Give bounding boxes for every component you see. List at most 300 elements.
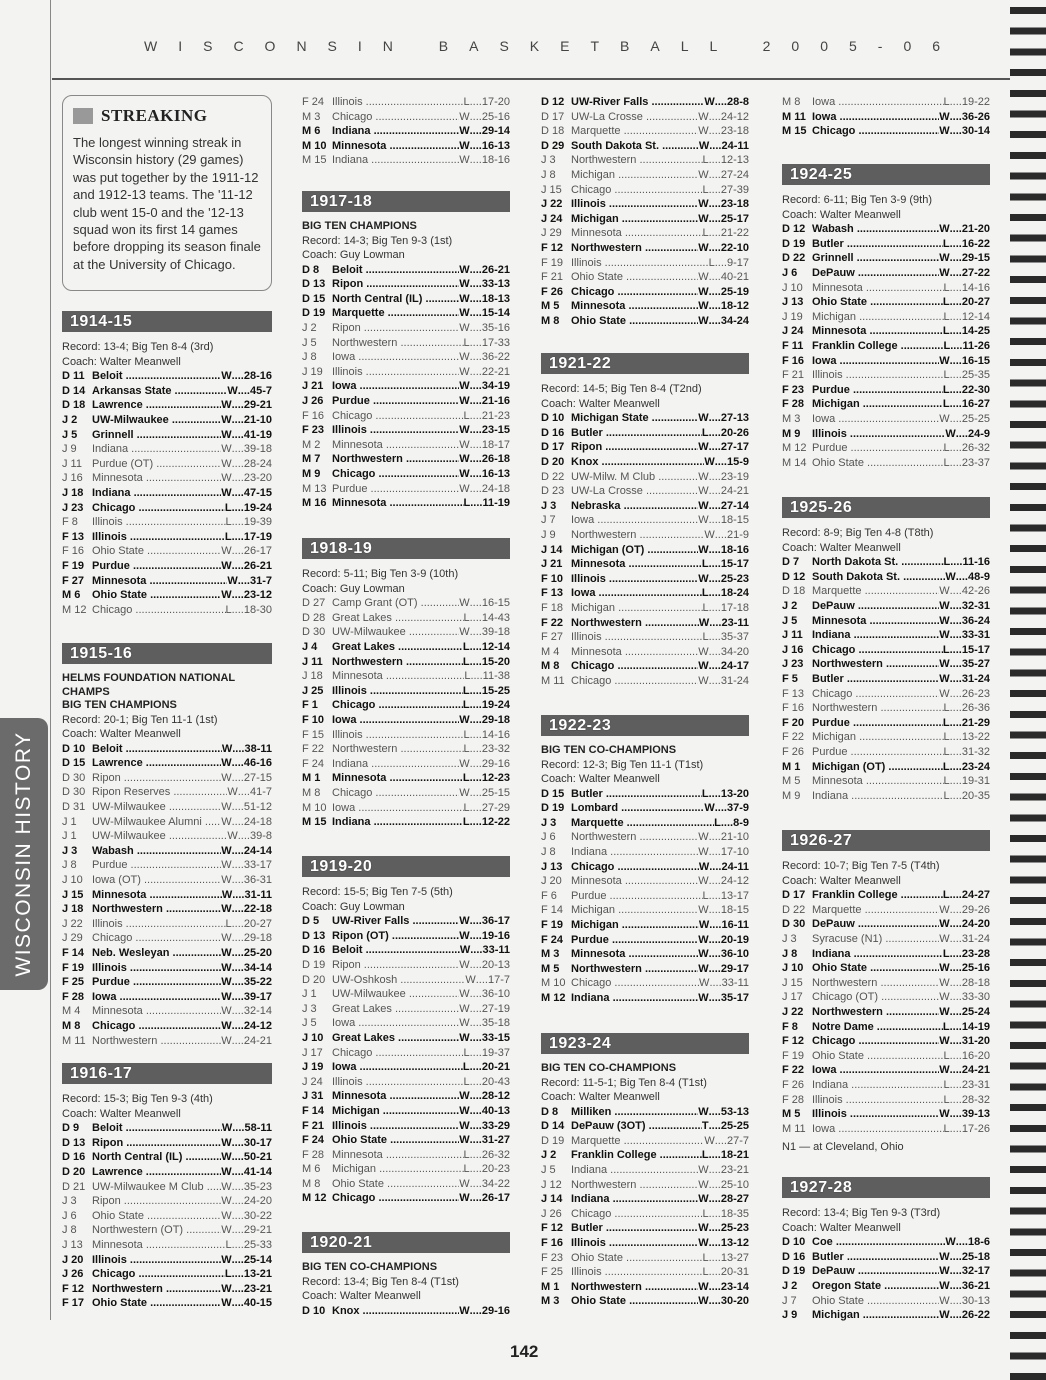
game-dots: .... bbox=[237, 786, 250, 799]
game-score: 18-30 bbox=[243, 603, 272, 616]
game-opponent: UW-Oshkosh ..... bbox=[332, 973, 465, 988]
game-date: J 3 bbox=[541, 499, 557, 512]
season-coach: Coach: Guy Lowman bbox=[302, 249, 405, 262]
season-record: Record: 5-11; Big Ten 3-9 (10th) bbox=[302, 568, 459, 580]
game-row bbox=[62, 902, 272, 917]
game-date: J 10 bbox=[782, 962, 804, 975]
game-result: L bbox=[943, 1078, 950, 1091]
game-date: D 19 bbox=[302, 958, 326, 971]
game-opponent: Minnesota ..... bbox=[332, 496, 464, 511]
game-score: 13-12 bbox=[720, 1237, 749, 1250]
game-score: 24-18 bbox=[243, 815, 272, 828]
game-dots: .... bbox=[469, 263, 482, 276]
game-row bbox=[302, 350, 510, 365]
game-dots: .... bbox=[714, 528, 727, 541]
game-row bbox=[302, 669, 510, 684]
game-dots: .... bbox=[469, 1119, 482, 1132]
game-result: L bbox=[943, 456, 950, 469]
game-opponent: UW-Milw. M Club ..... bbox=[571, 470, 698, 485]
game-score: 26-18 bbox=[481, 453, 510, 466]
game-opponent: Illinois ..... bbox=[812, 368, 944, 383]
game-score: 35-22 bbox=[243, 976, 272, 989]
game-dots: .... bbox=[231, 399, 244, 412]
game-date: J 3 bbox=[541, 816, 557, 829]
game-score: 27-22 bbox=[961, 266, 990, 279]
game-opponent: UW-River Falls ..... bbox=[571, 95, 704, 110]
game-score: 16-27 bbox=[961, 398, 990, 411]
game-row bbox=[541, 976, 749, 991]
game-dots: .... bbox=[949, 237, 962, 250]
game-row bbox=[302, 336, 510, 351]
game-date: F 26 bbox=[782, 745, 805, 758]
game-row bbox=[62, 486, 272, 501]
game-result: W bbox=[459, 292, 470, 305]
game-score: 29-18 bbox=[243, 932, 272, 945]
game-result: W bbox=[698, 412, 709, 425]
game-dots: .... bbox=[949, 716, 962, 729]
game-dots: .... bbox=[949, 629, 962, 642]
game-opponent: Ripon ..... bbox=[92, 1136, 221, 1151]
game-dots: .... bbox=[231, 1253, 244, 1266]
game-opponent: Iowa ..... bbox=[812, 1122, 944, 1137]
game-result: L bbox=[942, 383, 950, 396]
game-row bbox=[541, 484, 749, 499]
game-date: M 3 bbox=[541, 1295, 560, 1308]
game-score: 36-10 bbox=[481, 988, 510, 1001]
game-row bbox=[541, 226, 749, 241]
season-record: Record: 14-5; Big Ten 8-4 (T2nd) bbox=[541, 383, 702, 395]
game-result: W bbox=[939, 1250, 950, 1263]
game-result: W bbox=[939, 614, 950, 627]
season-record: Record: 15-3; Big Ten 9-3 (4th) bbox=[62, 1093, 213, 1105]
game-opponent: Marquette ..... bbox=[332, 306, 459, 321]
streaking-text: The longest winning streak in Wisconsin history (29 games) was put together by the 1911-12 and 1912-13 teams. The '11-12 club went 15-0 and the '12-13 squad won its first 14 games before dropping its season finale at the University of Chicago. bbox=[73, 135, 261, 272]
game-score: 24-21 bbox=[961, 1064, 990, 1077]
game-dots: .... bbox=[469, 307, 482, 320]
game-dots: .... bbox=[469, 438, 482, 451]
game-result: W bbox=[945, 570, 956, 583]
game-result: W bbox=[459, 1002, 470, 1015]
game-row bbox=[302, 379, 510, 394]
game-opponent: DePauw ..... bbox=[812, 1264, 939, 1279]
game-row bbox=[541, 860, 749, 875]
game-row bbox=[541, 903, 749, 918]
game-opponent: Minnesota ..... bbox=[571, 645, 698, 660]
game-dots: .... bbox=[469, 743, 482, 756]
game-dots: .... bbox=[708, 631, 721, 644]
game-opponent: Notre Dame ..... bbox=[812, 1020, 943, 1035]
game-row bbox=[62, 1267, 272, 1282]
game-dots: .... bbox=[237, 830, 250, 843]
game-date: F 17 bbox=[62, 1297, 85, 1310]
game-dots: .... bbox=[949, 702, 962, 715]
game-score: 21-9 bbox=[726, 528, 749, 541]
game-result: W bbox=[939, 125, 950, 138]
game-date: J 11 bbox=[782, 629, 803, 642]
game-score: 24-12 bbox=[720, 110, 749, 123]
game-score: 23-19 bbox=[720, 470, 749, 483]
game-opponent: Northwestern (OT) ..... bbox=[92, 1223, 221, 1238]
game-result: W bbox=[698, 271, 709, 284]
game-score: 30-17 bbox=[243, 1136, 272, 1149]
game-opponent: Illinois ..... bbox=[571, 256, 709, 271]
game-score: 14-43 bbox=[481, 611, 510, 624]
game-row bbox=[541, 1134, 749, 1149]
game-opponent: Chicago ..... bbox=[812, 643, 943, 658]
game-date: M 9 bbox=[782, 789, 801, 802]
game-row bbox=[62, 1223, 272, 1238]
game-result: W bbox=[939, 585, 950, 598]
game-score: 20-26 bbox=[720, 426, 749, 439]
game-opponent: Camp Grant (OT) ..... bbox=[332, 596, 459, 611]
game-dots: .... bbox=[469, 988, 482, 1001]
streaking-header bbox=[73, 106, 261, 126]
game-score: 18-12 bbox=[720, 300, 749, 313]
game-date: J 3 bbox=[62, 844, 78, 857]
game-score: 39-18 bbox=[243, 443, 272, 456]
game-result: W bbox=[221, 399, 232, 412]
game-date: F 27 bbox=[62, 574, 85, 587]
game-row bbox=[541, 801, 749, 816]
game-opponent: Illinois ..... bbox=[332, 1075, 464, 1090]
game-score: 14-19 bbox=[961, 1020, 990, 1033]
game-dots: .... bbox=[708, 485, 721, 498]
game-score: 18-13 bbox=[481, 292, 510, 305]
game-score: 28-16 bbox=[243, 370, 272, 383]
game-date: J 9 bbox=[782, 1309, 798, 1322]
game-row bbox=[302, 1016, 510, 1031]
game-dots: .... bbox=[708, 645, 721, 658]
game-date: F 21 bbox=[541, 271, 564, 284]
game-dots: .... bbox=[949, 383, 962, 396]
game-opponent: Indiana ..... bbox=[812, 789, 944, 804]
game-score: 20-43 bbox=[481, 1075, 510, 1088]
game-date: F 15 bbox=[302, 728, 325, 741]
game-date: F 28 bbox=[782, 1093, 805, 1106]
game-score: 27-14 bbox=[720, 499, 749, 512]
game-score: 26-36 bbox=[961, 702, 990, 715]
game-result: W bbox=[698, 860, 710, 873]
game-result: W bbox=[221, 903, 232, 916]
game-opponent: Northwestern ..... bbox=[571, 241, 698, 256]
game-dots: .... bbox=[231, 771, 244, 784]
game-opponent: Beloit ..... bbox=[332, 263, 459, 278]
game-dots: .... bbox=[949, 1250, 962, 1263]
game-dots: .... bbox=[469, 699, 482, 712]
game-date: D 16 bbox=[62, 1151, 86, 1164]
game-score: 25-35 bbox=[961, 369, 990, 382]
game-row bbox=[62, 1282, 272, 1297]
game-dots: .... bbox=[708, 601, 721, 614]
game-row bbox=[62, 990, 272, 1005]
game-dots: .... bbox=[708, 875, 721, 888]
game-opponent: Illinois ..... bbox=[332, 728, 464, 743]
game-dots: .... bbox=[949, 1265, 962, 1278]
game-opponent: Ripon ..... bbox=[571, 440, 698, 455]
game-date: D 13 bbox=[302, 929, 326, 942]
season-coach: Coach: Walter Meanwell bbox=[62, 355, 181, 368]
game-row bbox=[782, 672, 990, 687]
game-row bbox=[782, 281, 990, 296]
game-dots: .... bbox=[708, 198, 721, 211]
game-result: W bbox=[459, 1177, 470, 1190]
game-row bbox=[782, 266, 990, 281]
game-opponent: UW-Milwaukee M Club ..... bbox=[92, 1180, 221, 1195]
game-date: J 18 bbox=[62, 486, 84, 499]
game-result: L bbox=[943, 281, 950, 294]
game-row bbox=[541, 139, 749, 154]
game-score: 41-19 bbox=[243, 428, 272, 441]
game-result: W bbox=[698, 674, 709, 687]
game-row bbox=[302, 684, 510, 699]
season-block bbox=[782, 164, 990, 470]
game-opponent: Minnesota ..... bbox=[332, 139, 459, 154]
game-result: W bbox=[459, 1090, 470, 1103]
game-score: 47-15 bbox=[243, 486, 272, 499]
game-date: J 5 bbox=[302, 1017, 317, 1030]
game-result: W bbox=[221, 457, 232, 470]
season-block bbox=[302, 95, 510, 168]
game-dots: .... bbox=[469, 713, 482, 726]
game-opponent: Marquette ..... bbox=[812, 584, 939, 599]
game-score: 25-10 bbox=[720, 1178, 749, 1191]
game-score: 26-21 bbox=[481, 263, 510, 276]
game-dots: .... bbox=[949, 947, 962, 960]
game-result: L bbox=[942, 947, 950, 960]
game-dots: .... bbox=[231, 559, 244, 572]
game-dots: .... bbox=[708, 558, 721, 571]
game-result: L bbox=[943, 702, 950, 715]
game-opponent: Beloit ..... bbox=[92, 369, 221, 384]
game-opponent: Purdue ..... bbox=[92, 975, 221, 990]
game-score: 25-33 bbox=[243, 1238, 272, 1251]
game-result: W bbox=[698, 919, 710, 932]
game-row bbox=[782, 1279, 990, 1294]
game-score: 17-18 bbox=[720, 601, 749, 614]
game-score: 23-21 bbox=[243, 1282, 272, 1295]
game-date: D 22 bbox=[782, 903, 806, 916]
season-block bbox=[541, 95, 749, 329]
game-result: W bbox=[939, 354, 950, 367]
game-opponent: Northwestern ..... bbox=[92, 1282, 221, 1297]
game-date: J 2 bbox=[782, 1279, 798, 1292]
season-note: BIG TEN CO-CHAMPIONS bbox=[541, 1062, 677, 1074]
game-opponent: Illinois ..... bbox=[92, 961, 221, 976]
game-opponent: Beloit ..... bbox=[332, 943, 460, 958]
game-opponent: Purdue ..... bbox=[812, 441, 944, 456]
game-row bbox=[62, 559, 272, 574]
game-result: W bbox=[939, 1005, 950, 1018]
game-result: W bbox=[698, 1193, 709, 1206]
game-row bbox=[302, 1177, 510, 1192]
game-score: 35-37 bbox=[720, 631, 749, 644]
game-result: W bbox=[221, 370, 232, 383]
game-date: F 23 bbox=[782, 383, 805, 396]
game-opponent: Indiana ..... bbox=[92, 442, 221, 457]
game-result: L bbox=[702, 601, 709, 614]
game-date: F 12 bbox=[782, 1035, 805, 1048]
game-row bbox=[541, 124, 749, 139]
game-dots: .... bbox=[231, 801, 244, 814]
game-date: D 28 bbox=[302, 611, 326, 624]
game-dots: .... bbox=[231, 976, 244, 989]
game-dots: .... bbox=[469, 154, 482, 167]
game-score: 19-31 bbox=[961, 775, 990, 788]
game-dots: .... bbox=[469, 96, 482, 108]
game-opponent: Northwestern ..... bbox=[571, 616, 699, 631]
game-opponent: North Central (IL) ..... bbox=[332, 292, 459, 307]
game-score: 51-12 bbox=[243, 801, 272, 814]
game-result: L bbox=[702, 889, 709, 902]
game-result: L bbox=[463, 801, 470, 814]
game-date: J 9 bbox=[62, 443, 77, 456]
game-row bbox=[782, 1005, 990, 1020]
game-date: J 8 bbox=[62, 859, 77, 872]
game-score: 12-23 bbox=[481, 772, 510, 785]
game-score: 25-15 bbox=[481, 786, 510, 799]
game-dots: .... bbox=[708, 1280, 721, 1293]
game-score: 16-15 bbox=[481, 597, 510, 610]
game-dots: .... bbox=[469, 380, 482, 393]
game-row bbox=[302, 640, 510, 655]
game-score: 36-10 bbox=[720, 948, 749, 961]
game-row bbox=[302, 306, 510, 321]
game-date: J 24 bbox=[541, 212, 563, 225]
game-dots: .... bbox=[949, 223, 962, 236]
game-date: F 16 bbox=[782, 702, 805, 715]
game-result: W bbox=[704, 802, 715, 815]
game-result: W bbox=[945, 1236, 956, 1249]
game-score: 23-31 bbox=[961, 1078, 990, 1091]
game-row bbox=[782, 1107, 990, 1122]
game-dots: .... bbox=[231, 815, 244, 828]
game-score: 27-29 bbox=[481, 801, 510, 814]
season-coach: Coach: Walter Meanwell bbox=[782, 208, 901, 221]
game-score: 39-18 bbox=[481, 626, 510, 639]
game-result: L bbox=[942, 643, 950, 656]
game-date: J 13 bbox=[782, 296, 804, 309]
game-row bbox=[302, 482, 510, 497]
game-dots: .... bbox=[469, 801, 482, 814]
game-result: L bbox=[943, 96, 950, 108]
game-result: W bbox=[698, 904, 709, 917]
game-dots: .... bbox=[714, 96, 727, 108]
game-dots: .... bbox=[949, 252, 962, 265]
game-date: F 27 bbox=[541, 631, 564, 644]
page-header bbox=[52, 0, 1010, 80]
game-date: D 18 bbox=[541, 125, 565, 138]
game-date: J 4 bbox=[302, 640, 318, 653]
season-block bbox=[541, 715, 749, 1006]
game-opponent: Michigan ..... bbox=[812, 310, 944, 325]
game-dots: .... bbox=[949, 281, 962, 294]
game-row bbox=[541, 1163, 749, 1178]
game-date: J 2 bbox=[302, 322, 317, 335]
season-block bbox=[782, 830, 990, 1136]
game-dots: .... bbox=[949, 1309, 962, 1322]
game-score: 28-8 bbox=[726, 96, 749, 108]
season-coach: Coach: Walter Meanwell bbox=[62, 1107, 181, 1120]
game-date: M 6 bbox=[302, 125, 321, 138]
game-score: 31-20 bbox=[961, 1035, 990, 1048]
game-dots: .... bbox=[949, 1122, 962, 1135]
game-date: D 19 bbox=[782, 1265, 806, 1278]
game-row bbox=[302, 786, 510, 801]
game-dots: .... bbox=[949, 599, 962, 612]
game-date: M 4 bbox=[62, 1005, 81, 1018]
game-dots: .... bbox=[708, 1164, 721, 1177]
game-result: W bbox=[698, 875, 709, 888]
game-dots: .... bbox=[469, 772, 482, 785]
game-opponent: Northwestern ..... bbox=[571, 1280, 698, 1295]
game-row bbox=[541, 1148, 749, 1163]
game-opponent: Chicago ..... bbox=[571, 860, 699, 875]
game-result: L bbox=[463, 611, 470, 624]
game-score: 23-37 bbox=[961, 456, 990, 469]
game-score: 25-14 bbox=[243, 1253, 272, 1266]
game-dots: .... bbox=[469, 640, 482, 653]
game-result: W bbox=[221, 961, 232, 974]
season-year-bar: 1924-25 bbox=[782, 164, 990, 185]
game-score: 23-24 bbox=[961, 760, 990, 773]
game-score: 31-27 bbox=[481, 1134, 510, 1147]
game-opponent: Iowa ..... bbox=[812, 354, 939, 369]
game-date: F 12 bbox=[541, 1222, 564, 1235]
game-opponent: Butler ..... bbox=[812, 1250, 939, 1265]
game-result: W bbox=[221, 815, 232, 828]
game-dots: .... bbox=[949, 962, 962, 975]
game-date: F 14 bbox=[302, 1104, 325, 1117]
game-opponent: Minnesota ..... bbox=[571, 947, 698, 962]
game-score: 29-17 bbox=[720, 962, 749, 975]
game-dots: .... bbox=[231, 486, 244, 499]
game-dots: .... bbox=[231, 1005, 244, 1018]
game-dots: .... bbox=[237, 384, 250, 397]
game-score: 23-18 bbox=[720, 198, 749, 211]
game-date: J 25 bbox=[302, 684, 324, 697]
game-dots: .... bbox=[469, 453, 482, 466]
game-opponent: Illinois ..... bbox=[332, 365, 459, 380]
game-opponent: Ohio State ..... bbox=[571, 1251, 703, 1266]
game-dots: .... bbox=[709, 616, 722, 629]
streaking-box bbox=[62, 95, 272, 291]
game-score: 32-17 bbox=[961, 1265, 990, 1278]
game-dots: .... bbox=[949, 643, 962, 656]
game-result: L bbox=[702, 183, 709, 196]
game-result: L bbox=[462, 1061, 470, 1074]
game-result: W bbox=[939, 110, 950, 123]
game-result: W bbox=[939, 252, 950, 265]
game-row bbox=[541, 256, 749, 271]
game-date: F 10 bbox=[541, 572, 564, 585]
game-date: D 15 bbox=[541, 787, 565, 800]
game-dots: .... bbox=[949, 325, 962, 338]
game-result: W bbox=[698, 992, 709, 1004]
game-opponent: South Dakota St. ..... bbox=[571, 139, 699, 154]
game-date: J 2 bbox=[62, 413, 78, 426]
game-row bbox=[782, 774, 990, 789]
season-block bbox=[302, 191, 510, 511]
game-score: 32-14 bbox=[243, 1005, 272, 1018]
game-row bbox=[302, 771, 510, 786]
game-result: W bbox=[698, 572, 709, 585]
game-row bbox=[62, 961, 272, 976]
game-opponent: Ripon Reserves ..... bbox=[92, 785, 227, 800]
game-dots: .... bbox=[949, 354, 962, 367]
game-dots: .... bbox=[950, 556, 963, 569]
game-result: L bbox=[942, 1020, 950, 1033]
game-dots: .... bbox=[708, 110, 721, 123]
